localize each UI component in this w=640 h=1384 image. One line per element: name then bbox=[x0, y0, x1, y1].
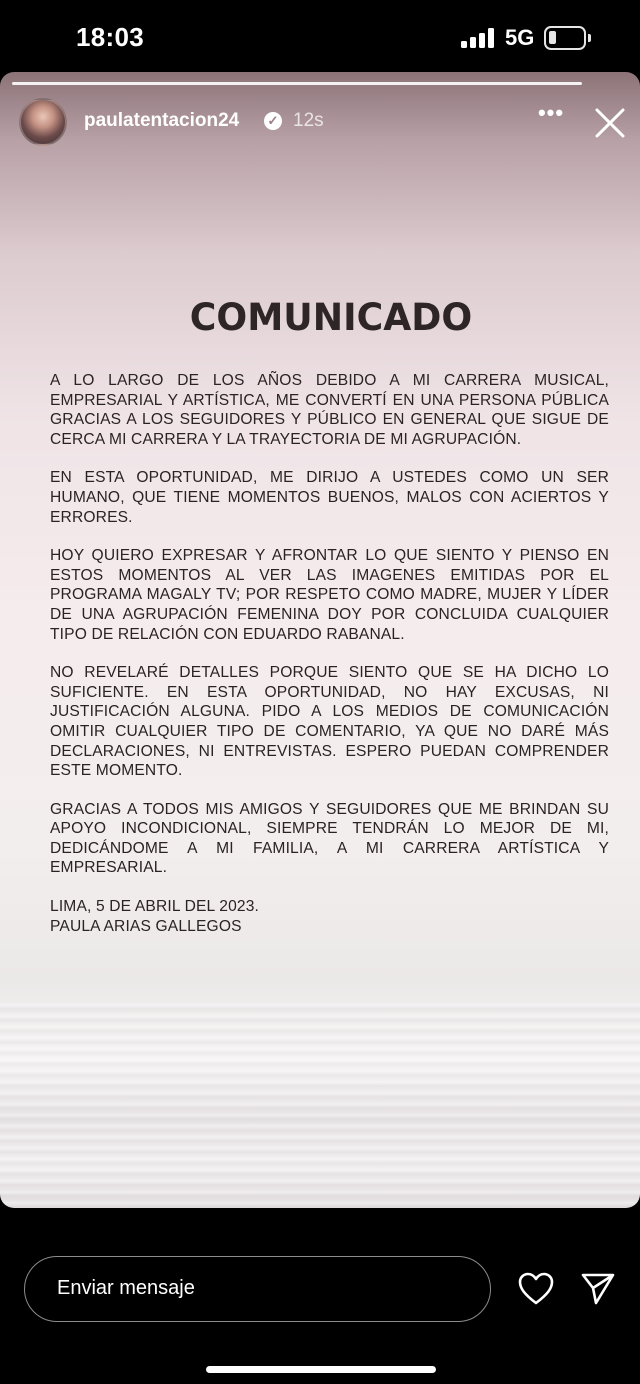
message-input[interactable] bbox=[24, 1256, 491, 1322]
sea-background bbox=[0, 1002, 640, 1208]
story-time-ago: 12s bbox=[293, 110, 324, 131]
story-username[interactable]: paulatentacion24 bbox=[84, 110, 240, 131]
send-icon[interactable] bbox=[580, 1272, 616, 1306]
statement-paragraph: NO REVELARÉ DETALLES PORQUE SIENTO QUE SE HA DICHO LO SUFICIENTE. EN ESTA OPORTUNIDAD, NO HAY EXCUSAS, NI JUSTIFICACIÓN ALGUNA. PIDO A LOS MEDIOS DE COMUNICACIÓN OMITIR CUALQUIER TIPO DE COMENTARIO, YA QUE NO DARÉ MÁS DECLARACIONES, NI ENTREVISTAS. ESPERO PUEDAN COMPRENDER ESTE MOMENTO. bbox=[50, 664, 609, 780]
network-label: 5G bbox=[505, 25, 535, 50]
statement-paragraph: HOY QUIERO EXPRESAR Y AFRONTAR LO QUE SIENTO Y PIENSO EN ESTOS MOMENTOS AL VER LAS IMAGENES EMITIDAS POR EL PROGRAMA MAGALY TV; POR RESPETO COMO MADRE, MUJER Y LÍDER DE UNA AGRUPACIÓN FEMENINA DOY POR CONCLUIDA CUALQUIER TIPO DE RELACIÓN CON EDUARDO RABANAL. bbox=[50, 547, 609, 643]
avatar[interactable] bbox=[19, 98, 67, 146]
status-bar bbox=[0, 0, 640, 72]
statement-paragraph: GRACIAS A TODOS MIS AMIGOS Y SEGUIDORES QUE ME BRINDAN SU APOYO INCONDICIONAL, SIEMPRE TENDRÁN LO MEJOR DE MI, DEDICÁNDOME A MI FAMILIA, A MI CARRERA ARTÍSTICA Y EMPRESARIAL. bbox=[50, 800, 609, 877]
story-progress-bar bbox=[12, 82, 582, 85]
verified-badge-icon: ✓ bbox=[264, 112, 282, 130]
statement-paragraph: A LO LARGO DE LOS AÑOS DEBIDO A MI CARRERA MUSICAL, EMPRESARIAL Y ARTÍSTICA, ME CONVERTÍ EN UNA PERSONA PÚBLICA GRACIAS A LOS SEGUIDORES Y PÚBLICO EN GENERAL QUE SIGUE DE CERCA MI CARRERA Y LA TRAYECTORIA DE MI AGRUPACIÓN. bbox=[50, 372, 609, 448]
home-indicator[interactable] bbox=[206, 1366, 436, 1373]
story-content[interactable] bbox=[0, 72, 640, 1208]
statement-title: COMUNICADO bbox=[189, 296, 473, 339]
more-options-icon[interactable]: ••• bbox=[537, 100, 565, 125]
statement-paragraph: EN ESTA OPORTUNIDAD, ME DIRIJO A USTEDES COMO UN SER HUMANO, QUE TIENE MOMENTOS BUENOS, MALOS CON ACIERTOS Y ERRORES. bbox=[50, 469, 609, 526]
statement-body bbox=[50, 371, 609, 936]
status-time: 18:03 bbox=[76, 22, 144, 52]
battery-icon bbox=[544, 26, 586, 50]
heart-icon[interactable] bbox=[518, 1272, 554, 1306]
signature-place-date: LIMA, 5 DE ABRIL DEL 2023. bbox=[50, 898, 260, 916]
signature-name: PAULA ARIAS GALLEGOS bbox=[50, 917, 242, 935]
message-input-placeholder: Enviar mensaje bbox=[57, 1277, 195, 1299]
close-icon[interactable] bbox=[593, 106, 627, 140]
signal-icon bbox=[461, 28, 495, 48]
reply-bar bbox=[0, 1208, 640, 1384]
